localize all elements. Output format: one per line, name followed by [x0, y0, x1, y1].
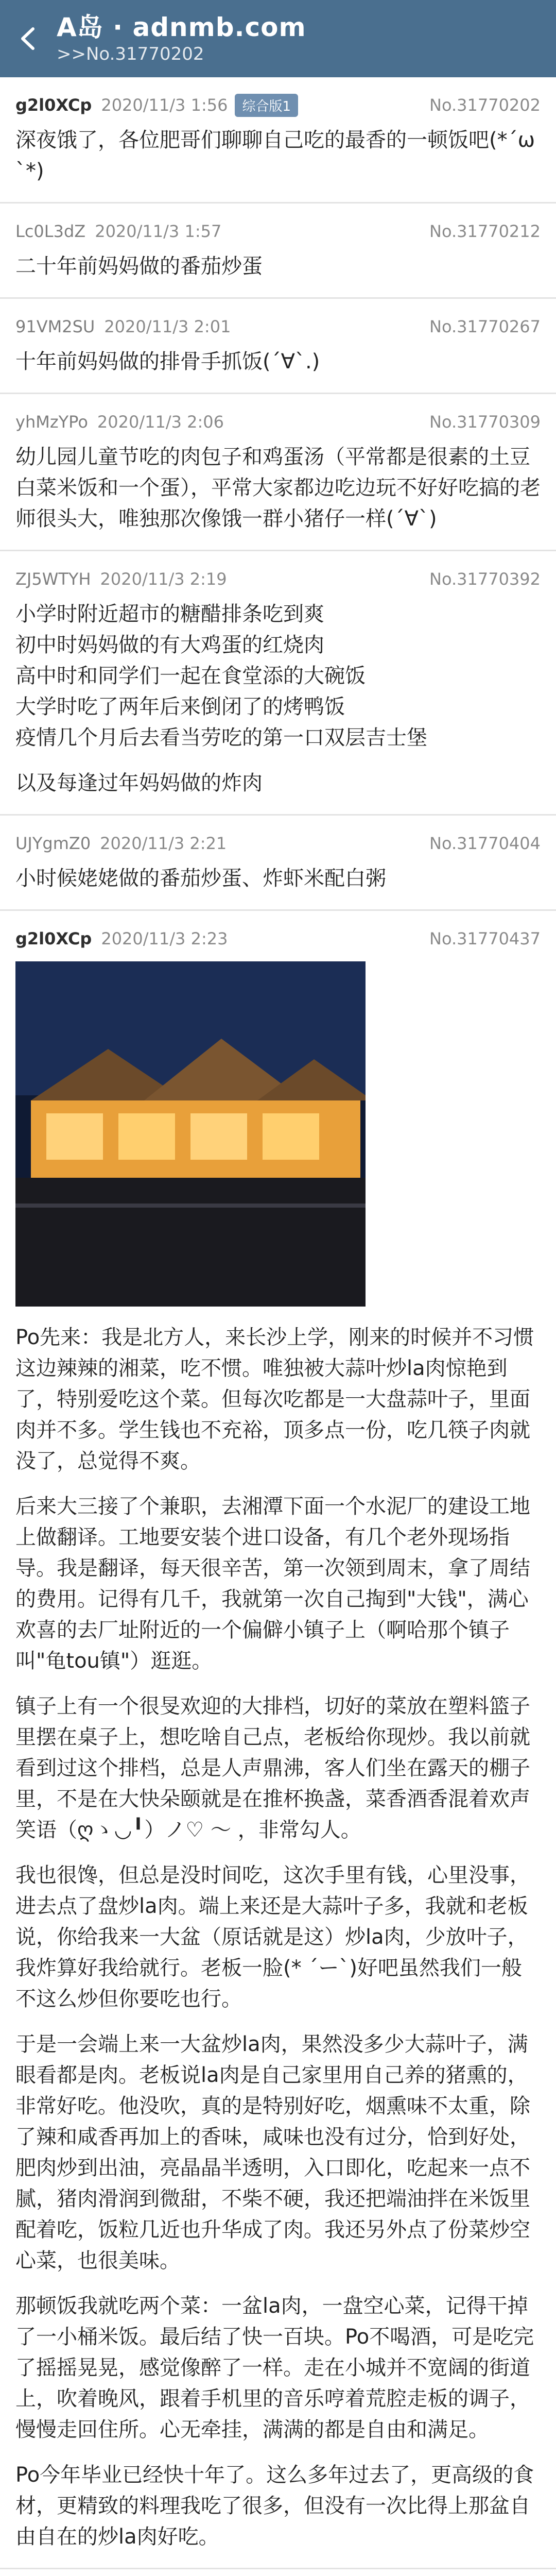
- restaurant-night-photo[interactable]: [15, 961, 366, 1307]
- post-paragraph: 那顿饭我就吃两个菜：一盆la肉，一盘空心菜，记得干掉了一小桶米饭。最后结了快一百块。Po不喝酒，可是吃完了摇摇晃晃，感觉像醉了一样。走在小城并不宽阔的街道上，吹着晚风，跟着手机里的音乐哼着荒腔走板的调子，慢慢走回住所。心无牵挂，满满的都是自由和满足。: [15, 2294, 534, 2442]
- post-meta: [15, 92, 541, 118]
- post-meta: [15, 566, 541, 592]
- post-paragraph: 小时候姥姥做的番茄炒蛋、炸虾米配白粥: [15, 867, 386, 890]
- reply-post: [0, 551, 556, 816]
- reply-post: [0, 394, 556, 551]
- post-paragraph: 后来大三接了个兼职，去湘潭下面一个水泥厂的建设工地上做翻译。工地要安装个进口设备，有几个老外现场指导。我是翻译，每天很辛苦，第一次领到周末，拿了周结的费用。记得有几千，我就第一次自己掏到"大钱"，满心欢喜的去厂址附近的一个偏僻小镇子上（啊哈那个镇子叫"龟tou镇"）逛逛。: [15, 1495, 530, 1673]
- post-paragraph: Po今年毕业已经快十年了。这么多年过去了，更高级的食材，更精致的料理我吃了很多，但没有一次比得上那盆自由自在的炒la肉好吃。: [15, 2463, 534, 2549]
- post-content: [15, 863, 541, 894]
- post-paragraph: 二十年前妈妈做的番茄炒蛋: [15, 255, 263, 278]
- post-user-id[interactable]: g2l0XCp: [15, 95, 92, 115]
- post-paragraph: 十年前妈妈做的排骨手抓饭(´∀`.): [15, 350, 320, 374]
- post-content: [15, 442, 541, 534]
- post-paragraph: 镇子上有一个很旻欢迎的大排档，切好的菜放在塑料篮子里摆在桌子上，想吃啥自己点，老板给你现炒。我以前就看到过这个排档，总是人声鼎沸，客人们坐在露天的棚子里，不是在大快朵颐就是在推杯换盏，菜香酒香混着欢声笑语（ღゝ◡╹）ノ♡ 〜 ，非常勾人。: [15, 1694, 530, 1842]
- post-user-id[interactable]: UJYgmZ0: [15, 834, 91, 853]
- post-content: [15, 346, 541, 377]
- back-button[interactable]: [0, 0, 57, 77]
- post-date: 2020/11/3 2:21: [100, 834, 227, 853]
- thread-number: >>No.31770202: [57, 44, 204, 64]
- post-paragraph: 于是一会端上来一大盆炒la肉，果然没多少大蒜叶子，满眼看都是肉。老板说la肉是自己家里用自己养的猪熏的，非常好吃。他没吹，真的是特别好吃，烟熏味不太重，除了辣和咸香再加上的香味，咸味也没有过分，恰到好处，肥肉炒到出油，亮晶晶半透明，入口即化，吃起来一点不腻，猪肉滑润到微甜，不柴不硬，我还把端油拌在米饭里配着吃，饭粒几近也升华成了肉。我还另外点了份菜炒空心菜，也很美味。: [15, 2032, 530, 2273]
- header-titles: [57, 12, 306, 65]
- reply-post: [0, 816, 556, 911]
- post-number[interactable]: No.31770202: [429, 95, 541, 115]
- thread-list: [0, 77, 556, 2576]
- back-arrow-icon: [14, 25, 42, 53]
- reply-post: [0, 2569, 556, 2576]
- post-number[interactable]: No.31770392: [429, 569, 541, 589]
- reply-post: [0, 77, 556, 204]
- post-date: 2020/11/3 1:57: [95, 222, 222, 241]
- post-meta: [15, 925, 541, 952]
- post-meta: [15, 313, 541, 340]
- post-date: 2020/11/3 2:01: [104, 317, 231, 336]
- post-meta: [15, 409, 541, 435]
- post-number[interactable]: No.31770404: [429, 834, 541, 853]
- post-content: [15, 599, 541, 799]
- post-meta: [15, 830, 541, 857]
- post-content: [15, 961, 541, 2552]
- board-badge[interactable]: 综合版1: [235, 94, 298, 117]
- top-bar: [0, 0, 556, 77]
- post-date: 2020/11/3 2:23: [101, 929, 228, 948]
- post-paragraph: 深夜饿了，各位肥哥们聊聊自己吃的最香的一顿饭吧(*´ω`*): [15, 128, 535, 183]
- post-user-id[interactable]: g2l0XCp: [15, 929, 92, 948]
- post-paragraph: Po先来：我是北方人，来长沙上学，刚来的时候并不习惯这边辣辣的湘菜，吃不惯。唯独被大蒜叶炒la肉惊艳到了，特别爱吃这个菜。但每次吃都是一大盘蒜叶子，里面肉并不多。学生钱也不充裕，顶多点一份，吃几筷子肉就没了，总觉得不爽。: [15, 1326, 534, 1473]
- post-content: [15, 125, 541, 187]
- post-number[interactable]: No.31770437: [429, 929, 541, 948]
- post-content: [15, 251, 541, 282]
- reply-post: [0, 911, 556, 2569]
- post-paragraph: 我也很馋，但总是没时间吃，这次手里有钱，心里没事，进去点了盘炒la肉。端上来还是大蒜叶子多，我就和老板说，你给我来一大盆（原话就是这）炒la肉，少放叶子，我炸算好我给就行。老板一脸(* ´ー`)好吧虽然我们一般不这么炒但你要吃也行。: [15, 1863, 530, 2011]
- post-user-id[interactable]: 91VM2SU: [15, 317, 95, 336]
- reply-post: [0, 299, 556, 394]
- post-number[interactable]: No.31770212: [429, 222, 541, 241]
- post-date: 2020/11/3 1:56: [101, 95, 228, 115]
- post-user-id[interactable]: yhMzYPo: [15, 412, 88, 432]
- post-meta: [15, 218, 541, 245]
- post-user-id[interactable]: ZJ5WTYH: [15, 569, 91, 589]
- post-date: 2020/11/3 2:06: [97, 412, 224, 432]
- post-user-id[interactable]: Lc0L3dZ: [15, 222, 86, 241]
- post-number[interactable]: No.31770267: [429, 317, 541, 336]
- post-date: 2020/11/3 2:19: [100, 569, 227, 589]
- post-number[interactable]: No.31770309: [429, 412, 541, 432]
- reply-post: [0, 204, 556, 299]
- site-title: A岛 · adnmb.com: [57, 12, 306, 42]
- post-paragraph: 幼儿园儿童节吃的肉包子和鸡蛋汤（平常都是很素的土豆白菜米饭和一个蛋），平常大家都边吃边玩不好好吃搞的老师很头大，唯独那次像饿一群小猪仔一样(´∀`): [15, 445, 541, 531]
- post-paragraph: 小学时附近超市的糖醋排条吃到爽 初中时妈妈做的有大鸡蛋的红烧肉 高中时和同学们一起在食堂添的大碗饭 大学时吃了两年后来倒闭了的烤鸭饭 疫情几个月后去看当劳吃的第一口双层吉士堡: [15, 602, 427, 750]
- post-paragraph: 以及每逢过年妈妈做的炸肉: [15, 771, 263, 795]
